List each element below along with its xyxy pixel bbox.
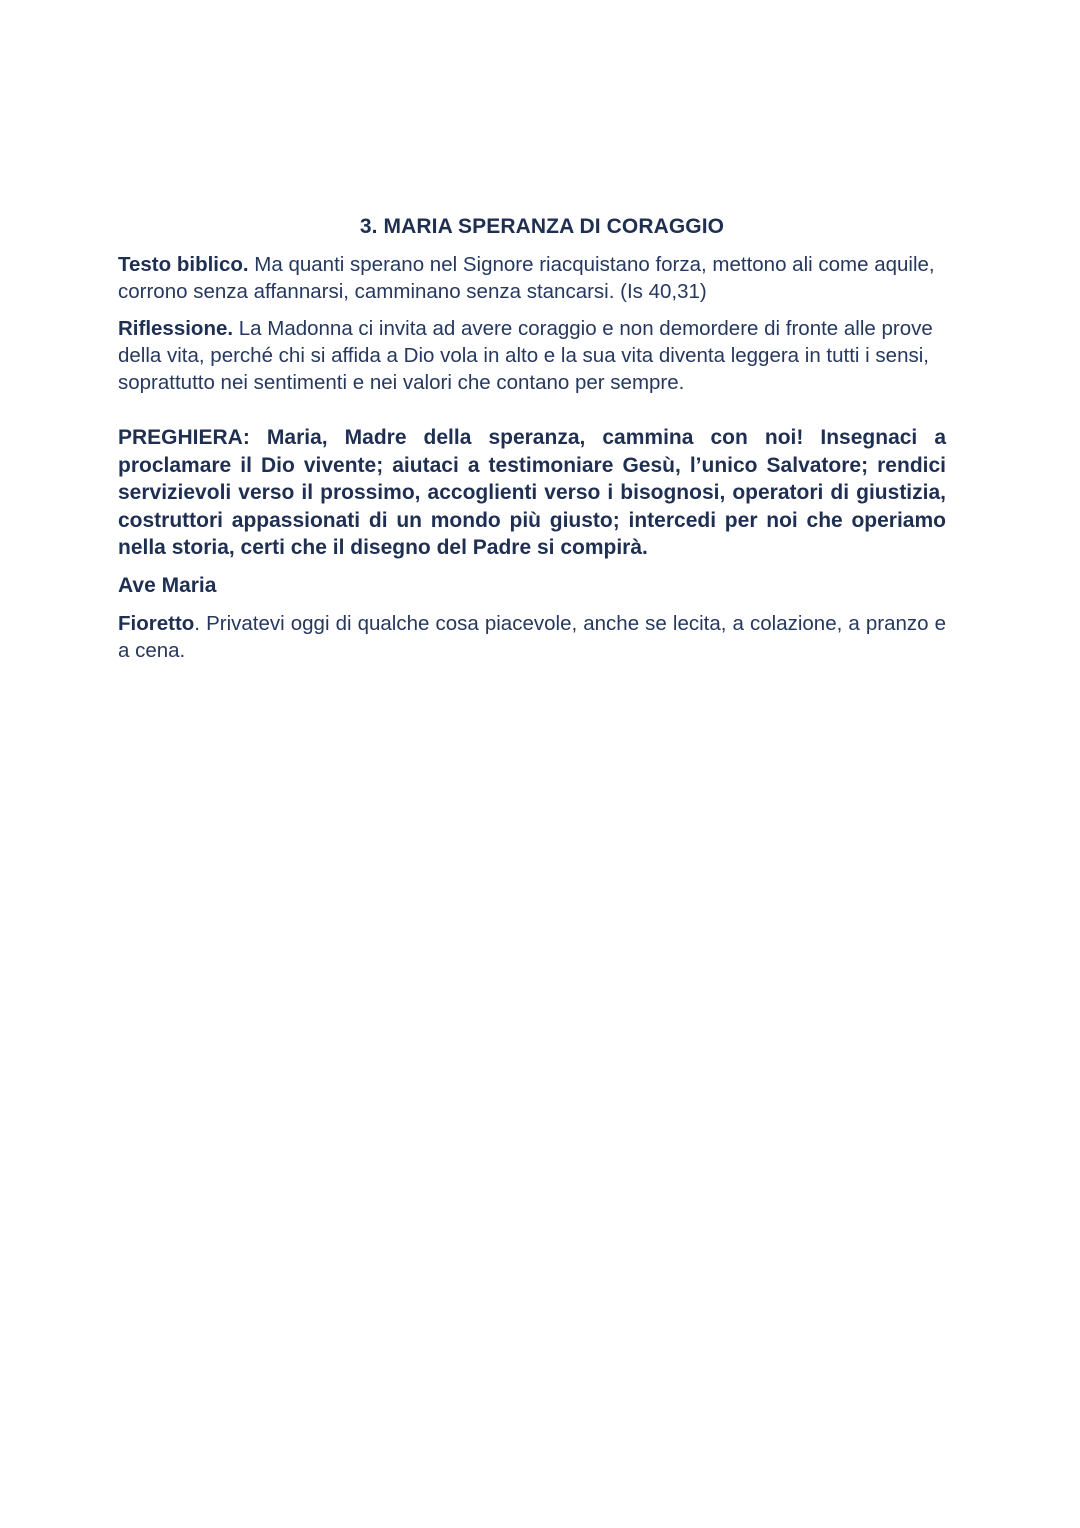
riflessione-text: La Madonna ci invita ad avere coraggio e non demordere di fronte alle prove della vita, perché chi si affida a Dio vola in alto e la sua vita diventa leggera in tutti i sensi, soprattutto nei sentimenti e nei valori che contano per sempre. [118, 317, 933, 394]
testo-biblico-label: Testo biblico. [118, 253, 249, 276]
section-title: 3. MARIA SPERANZA DI CORAGGIO [359, 215, 725, 238]
testo-biblico-text: Ma quanti sperano nel Signore riacquistano forza, mettono ali come aquile, corrono senza affannarsi, camminano senza stancarsi. (Is 40,31) [118, 253, 935, 303]
ave-maria-line: Ave Maria [118, 573, 217, 597]
fioretto-text: . Privatevi oggi di qualche cosa piacevole, anche se lecita, a colazione, a pranzo e a cena. [118, 611, 946, 662]
preghiera-paragraph: PREGHIERA: Maria, Madre della speranza, cammina con noi! Insegnaci a proclamare il Dio vivente; aiutaci a testimoniare Gesù, l’unico Salvatore; rendici servizievoli verso il prossimo, accoglienti verso i bisognosi, operatori di giustizia, costruttori appassionati di un mondo più giusto; intercedi per noi che operiamo nella storia, certi che il disegno del Padre si compirà. [118, 426, 946, 559]
document-content [118, 213, 946, 664]
fioretto-label: Fioretto [118, 611, 195, 635]
riflessione-label: Riflessione. [118, 317, 234, 340]
riflessione-paragraph [118, 315, 946, 396]
fioretto-paragraph [118, 610, 946, 664]
testo-biblico-paragraph [118, 251, 946, 305]
